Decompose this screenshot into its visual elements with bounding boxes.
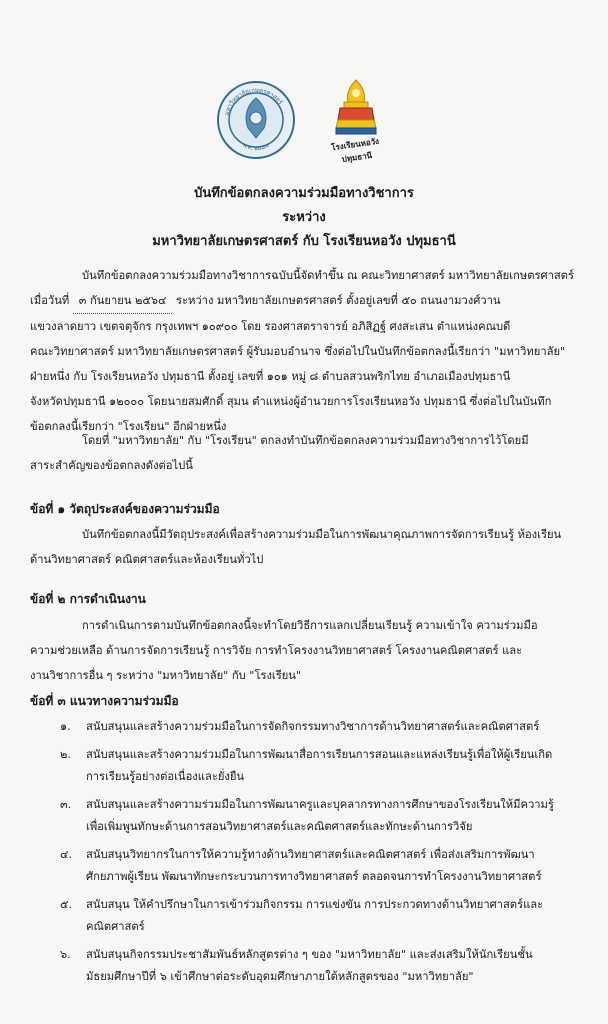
list-item-number: ๔. <box>60 848 73 861</box>
section-2-line: ความช่วยเหลือ ด้านการจัดการเรียนรู้ การวิจัย การทำโครงงานวิทยาศาสตร์ โครงงานคณิตศาสตร์ และ <box>30 644 523 657</box>
list-item-text: สนับสนุนและสร้างความร่วมมือในการพัฒนาครูและบุคลากรทางการศึกษาของโรงเรียนให้มีความรู้ <box>86 798 554 811</box>
list-item-number: ๖. <box>60 948 71 961</box>
section-1-heading: ข้อที่ ๑ วัตถุประสงค์ของความร่วมมือ <box>30 502 220 516</box>
list-item-text: สนับสนุนวิทยากรในการให้ความรู้ทางด้านวิทยาศาสตร์และคณิตศาสตร์ เพื่อส่งเสริมการพัฒนา <box>86 848 535 861</box>
list-item-text: สนับสนุนและสร้างความร่วมมือในการจัดกิจกรรมทางวิชาการด้านวิทยาศาสตร์และคณิตศาสตร์ <box>86 720 540 733</box>
school-logo <box>318 78 394 168</box>
date-prefix: เมื่อวันที่ <box>30 294 70 307</box>
list-item <box>60 744 590 788</box>
agreement-paragraph <box>30 428 582 478</box>
intro-paragraph <box>30 263 582 439</box>
section-2-line: การดำเนินการตามบันทึกข้อตกลงนี้จะทำโดยวิธีการแลกเปลี่ยนเรียนรู้ ความเข้าใจ ความร่วมมือ <box>82 619 538 632</box>
agreement-line: โดยที่ "มหาวิทยาลัย" กับ "โรงเรียน" ตกลงทำบันทึกข้อตกลงความร่วมมือทางวิชาการไว้โดยมี <box>82 434 529 447</box>
document-title: บันทึกข้อตกลงความร่วมมือทางวิชาการ <box>194 186 414 201</box>
list-item-text: สนับสนุน ให้คำปรึกษาในการเข้าร่วมกิจกรรม การแข่งขัน การประกวดทางด้านวิทยาศาสตร์และ <box>86 898 544 911</box>
intro-line: ฝ่ายหนึ่ง กับ โรงเรียนหอวัง ปทุมธานี ตั้งอยู่ เลขที่ ๑๐๑ หมู่ ๘ ตำบลสวนพริกไทย อำเภอเมืองปทุมธานี <box>30 370 511 383</box>
agreement-date: ๓ กันยายน ๒๕๖๔ <box>73 288 173 314</box>
document-parties: มหาวิทยาลัยเกษตรศาสตร์ กับ โรงเรียนหอวัง ปทุมธานี <box>152 234 456 249</box>
logo-row <box>0 78 608 173</box>
list-item <box>60 716 590 738</box>
section-3-list <box>60 716 590 994</box>
list-item <box>60 894 590 938</box>
list-item-text: เพื่อเพิ่มพูนทักษะด้านการสอนวิทยาศาสตร์และคณิตศาสตร์และทักษะด้านการวิจัย <box>86 820 473 833</box>
section-1-body <box>30 522 582 572</box>
list-item-text: การเรียนรู้อย่างต่อเนื่องและยั่งยืน <box>86 770 245 783</box>
list-item-text: คณิตศาสตร์ <box>86 920 145 933</box>
list-item-text: สนับสนุนกิจกรรมประชาสัมพันธ์หลักสูตรต่าง ๆ ของ "มหาวิทยาลัย" และส่งเสริมให้นักเรียนชั้น <box>86 948 533 961</box>
intro-line: ข้อตกลงนี้เรียกว่า "โรงเรียน" อีกฝ่ายหนึ่ง <box>30 420 227 433</box>
section-1-line: ด้านวิทยาศาสตร์ คณิตศาสตร์และห้องเรียนทั่วไป <box>30 553 264 566</box>
intro-line: คณะวิทยาศาสตร์ มหาวิทยาลัยเกษตรศาสตร์ ผู้รับมอบอำนาจ ซึ่งต่อไปในบันทึกข้อตกลงนี้เรียกว่า "มหาวิทยาลัย" <box>30 345 566 358</box>
list-item-text: มัธยมศึกษาปีที่ ๖ เข้าศึกษาต่อระดับอุดมศึกษาภายใต้หลักสูตรของ "มหาวิทยาลัย" <box>86 970 474 983</box>
section-2-heading: ข้อที่ ๒ การดำเนินงาน <box>30 592 146 606</box>
list-item-number: ๒. <box>60 748 71 761</box>
date-suffix: ระหว่าง มหาวิทยาลัยเกษตรศาสตร์ ตั้งอยู่เลขที่ ๕๐ ถนนงามวงศ์วาน <box>176 294 501 307</box>
list-item-text: สนับสนุนและสร้างความร่วมมือในการพัฒนาสื่อการเรียนการสอนและแหล่งเรียนรู้เพื่อให้ผู้เรียนเกิด <box>86 748 553 761</box>
agreement-line: สาระสำคัญของข้อตกลงดังต่อไปนี้ <box>30 459 193 472</box>
list-item-number: ๓. <box>60 798 72 811</box>
intro-line: บันทึกข้อตกลงความร่วมมือทางวิชาการฉบับนี้จัดทำขึ้น ณ คณะวิทยาศาสตร์ มหาวิทยาลัยเกษตรศาสตร์ <box>82 269 574 282</box>
seal-name-text: มหาวิทยาลัยเกษตรศาสตร์ <box>223 86 284 117</box>
list-item-text: ศักยภาพผู้เรียน พัฒนาทักษะกระบวนการทางวิทยาศาสตร์ ตลอดจนการทำโครงงานวิทยาศาสตร์ <box>86 870 542 883</box>
document-title-between: ระหว่าง <box>282 210 326 225</box>
school-logo-text: โรงเรียนหอวัง ปทุมธานี <box>330 135 380 165</box>
intro-line: จังหวัดปทุมธานี ๑๒๐๐๐ โดยนายสมศักดิ์ สุมน ตำแหน่งผู้อำนวยการโรงเรียนหอวัง ปทุมธานี ซึ่งต่อไปในบันทึก <box>30 395 552 408</box>
school-emblem-icon <box>318 78 394 140</box>
list-item <box>60 794 590 838</box>
intro-date-line <box>30 288 582 314</box>
list-item-number: ๑. <box>60 720 71 733</box>
seal-year-text: พ.ศ. ๒๔๘๖ <box>241 142 271 153</box>
section-1-line: บันทึกข้อตกลงนี้มีวัตถุประสงค์เพื่อสร้างความร่วมมือในการพัฒนาคุณภาพการจัดการเรียนรู้ ห้องเรียน <box>82 528 562 541</box>
section-2-line: งานวิชาการอื่น ๆ ระหว่าง "มหาวิทยาลัย" กับ "โรงเรียน" <box>30 669 302 682</box>
list-item <box>60 844 590 888</box>
university-seal-logo <box>216 80 296 160</box>
section-2-body <box>30 613 582 688</box>
section-3-heading: ข้อที่ ๓ แนวทางความร่วมมือ <box>30 694 179 708</box>
intro-line: แขวงลาดยาว เขตจตุจักร กรุงเทพฯ ๑๐๙๐๐ โดย รองศาสตราจารย์ อภิสิฏฐ์ ศงสะเสน ตำแหน่งคณบดี <box>30 320 511 333</box>
list-item-number: ๕. <box>60 898 73 911</box>
list-item <box>60 944 590 988</box>
